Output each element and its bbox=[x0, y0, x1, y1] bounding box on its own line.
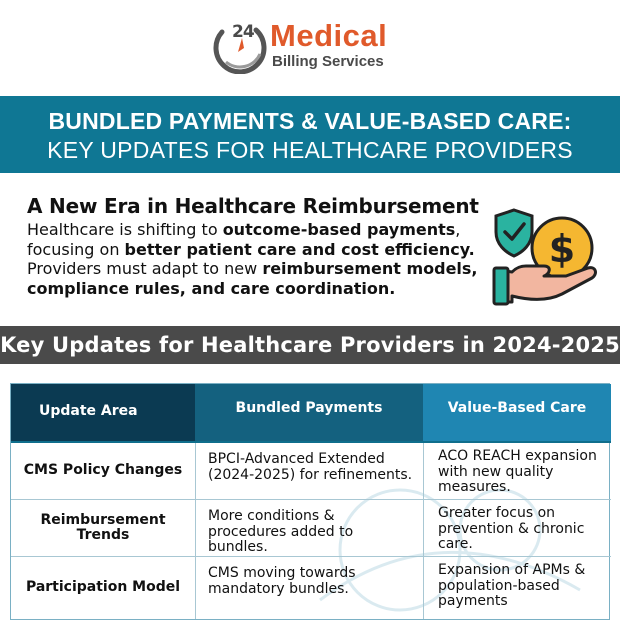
intro-paragraph bbox=[27, 220, 497, 298]
intro-bold-2: better patient care and cost efficiency. bbox=[124, 239, 475, 259]
section-title: Key Updates for Healthcare Providers in 2024-2025 bbox=[0, 333, 620, 357]
updates-table bbox=[10, 383, 610, 620]
table-row bbox=[11, 443, 611, 500]
table-cell-value: ACO REACH expansion with new quality measures. bbox=[423, 443, 611, 499]
table-row bbox=[11, 500, 611, 557]
table-cell-area: CMS Policy Changes bbox=[23, 462, 183, 479]
logo-title: Medical bbox=[270, 18, 388, 53]
intro-text-3: Providers must adapt to new bbox=[27, 259, 263, 278]
intro-text-2: , focusing on bbox=[27, 220, 461, 259]
table-header-value-based-care: Value-Based Care bbox=[423, 384, 611, 441]
table-cell-area: Reimbursement Trends bbox=[40, 511, 166, 543]
table-cell-area: Participation Model bbox=[25, 579, 181, 596]
table-header-bundled-payments: Bundled Payments bbox=[195, 384, 423, 441]
table-cell-bundled: BPCI-Advanced Extended (2024-2025) for refinements. bbox=[195, 443, 423, 499]
intro-title: A New Era in Healthcare Reimbursement bbox=[27, 194, 479, 218]
logo-number: 24 bbox=[232, 22, 254, 42]
logo-subtitle: Billing Services bbox=[272, 53, 384, 70]
banner-title-line1: BUNDLED PAYMENTS & VALUE-BASED CARE: bbox=[48, 108, 572, 134]
intro-bold-3: reimbursement models, compliance rules, and care coordination. bbox=[27, 259, 478, 298]
intro-text-1: Healthcare is shifting to bbox=[27, 220, 223, 239]
table-header-update-area: Update Area bbox=[11, 384, 195, 441]
banner-title-line2: KEY UPDATES FOR HEALTHCARE PROVIDERS bbox=[47, 137, 573, 163]
company-logo bbox=[212, 16, 412, 76]
table-cell-bundled: More conditions & procedures added to bundles. bbox=[195, 500, 423, 556]
table-cell-value: Greater focus on prevention & chronic care. bbox=[423, 500, 611, 556]
section-header bbox=[0, 326, 620, 364]
svg-text:$: $ bbox=[548, 227, 576, 271]
table-cell-bundled: CMS moving towards mandatory bundles. bbox=[195, 557, 423, 619]
table-cell-value: Expansion of APMs & population-based payments bbox=[423, 557, 611, 619]
table-row bbox=[11, 557, 611, 619]
title-banner bbox=[0, 96, 620, 173]
intro-bold-1: outcome-based payments bbox=[222, 220, 456, 239]
hand-holding-dollar-shield-icon bbox=[492, 204, 604, 308]
